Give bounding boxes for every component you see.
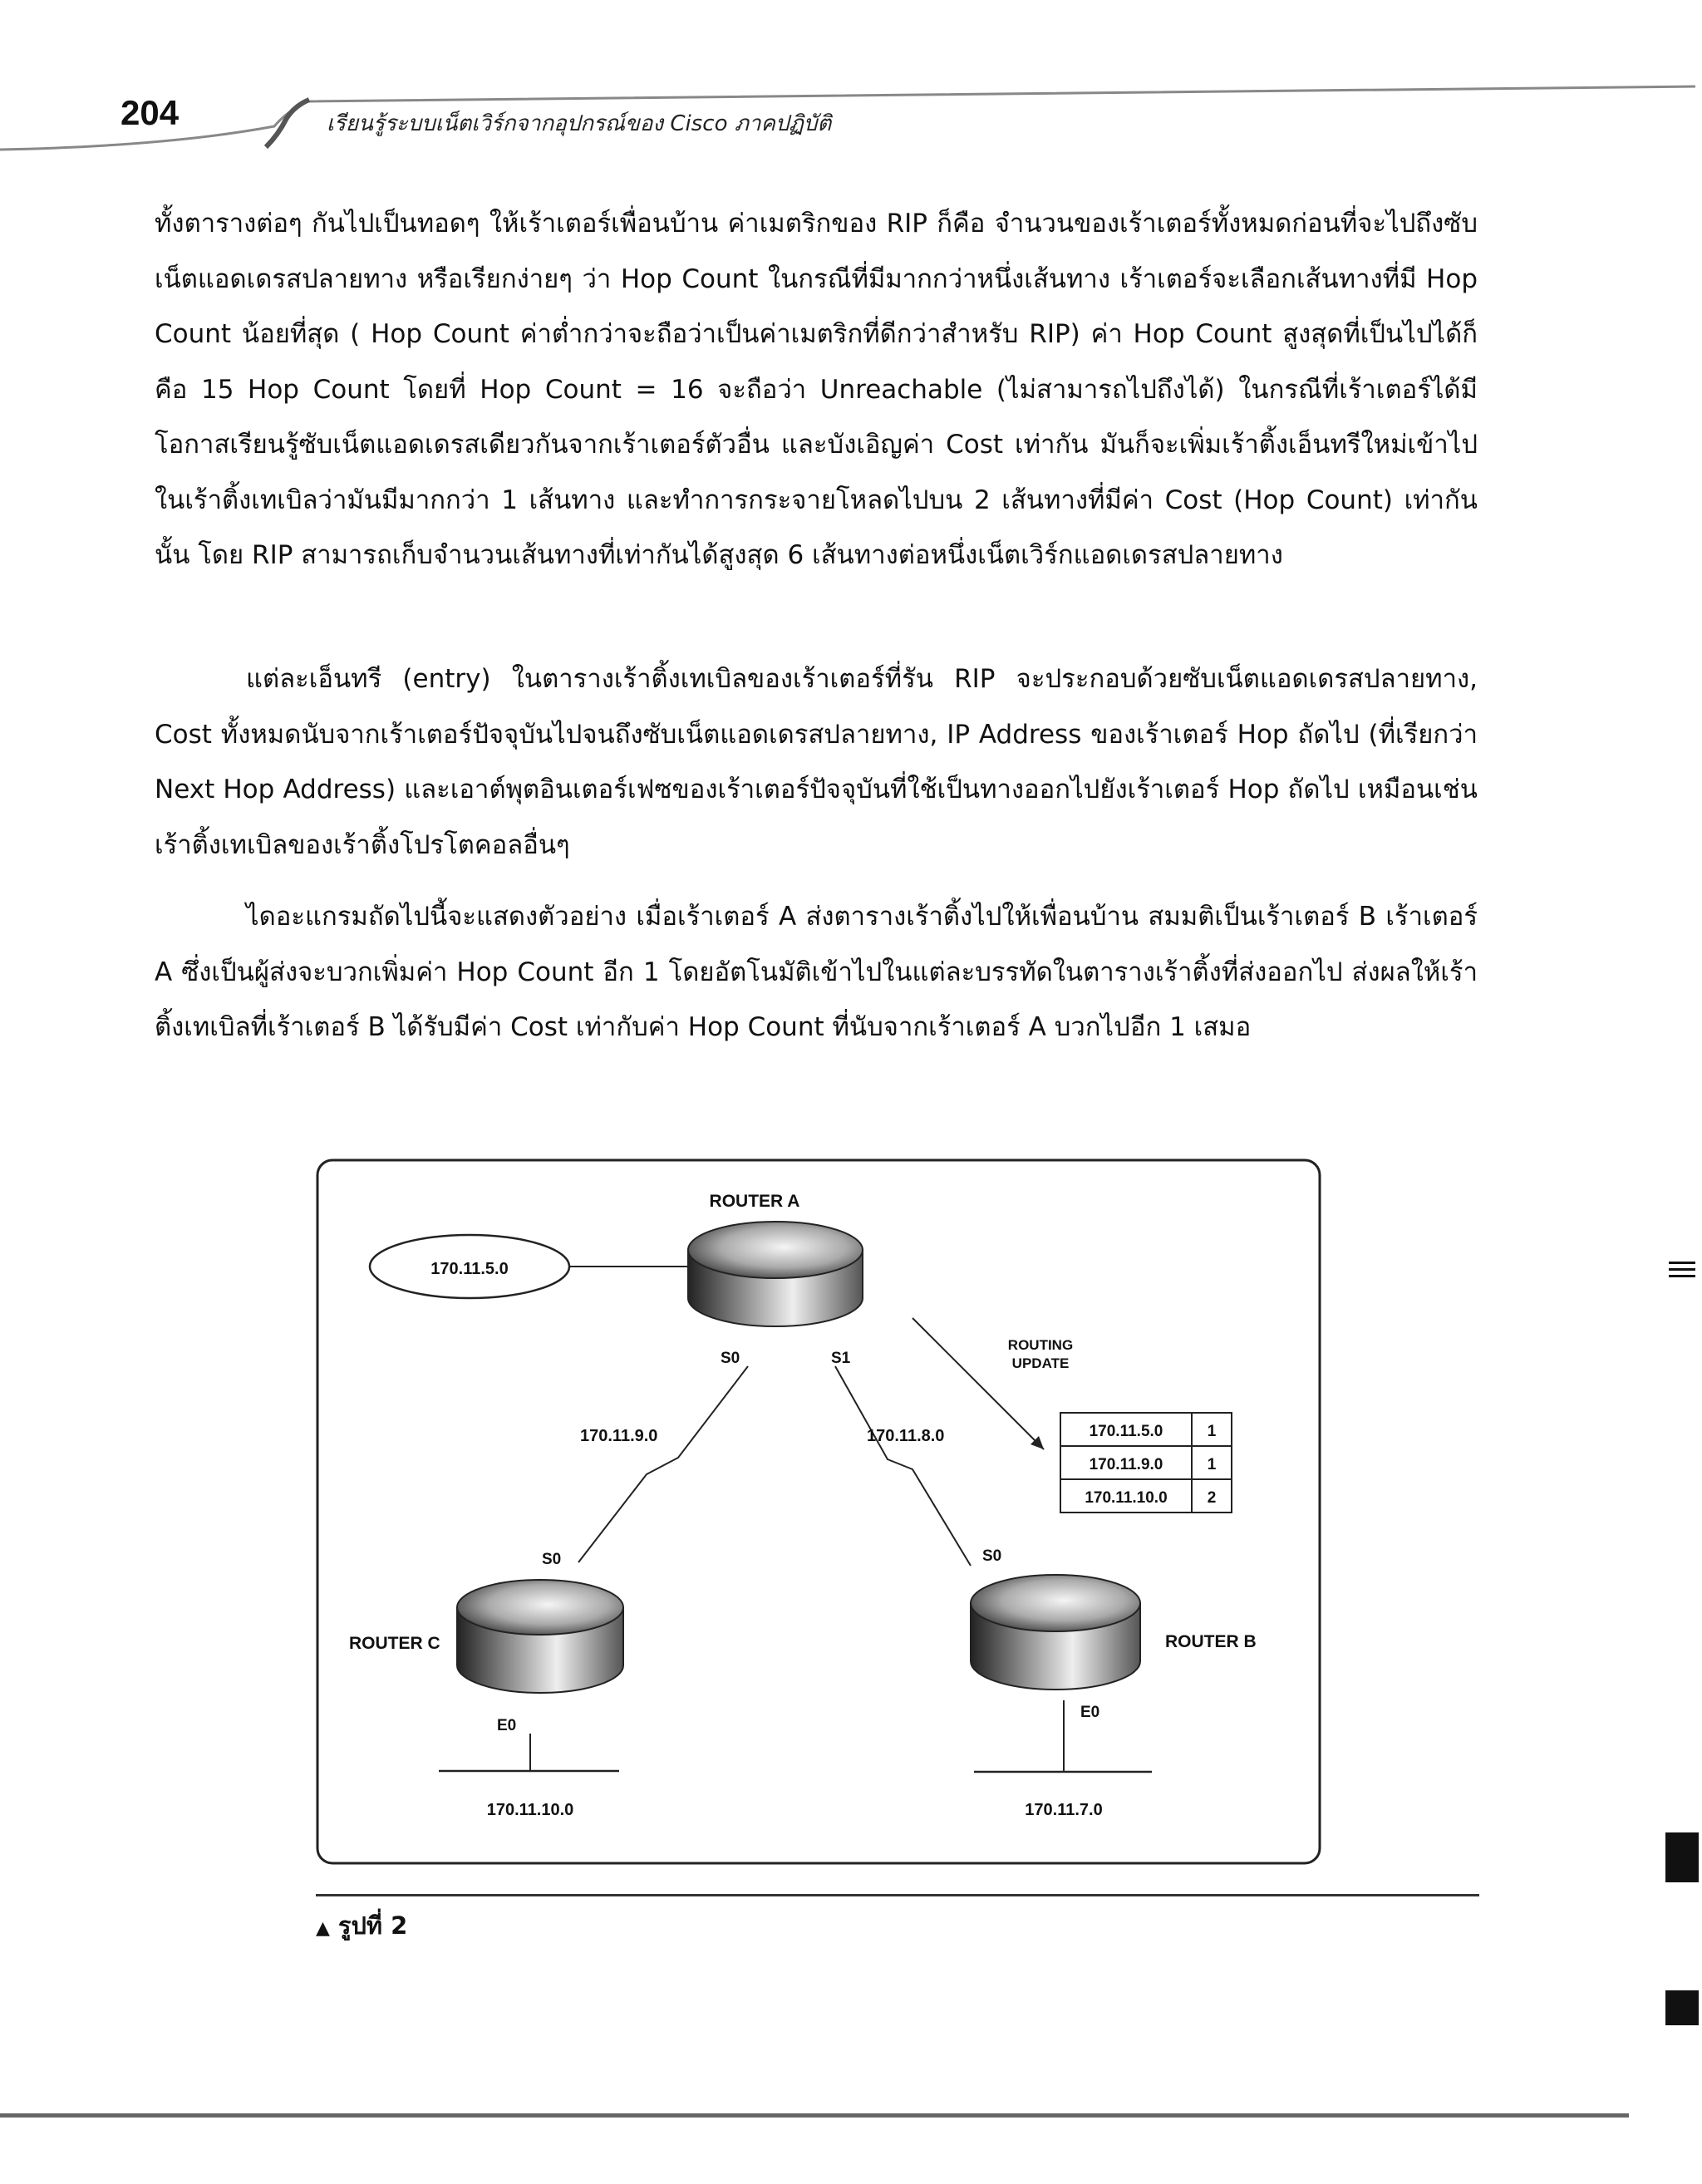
router-c-e0: E0 xyxy=(497,1717,517,1734)
table-row-3-network: 170.11.10.0 xyxy=(1085,1489,1168,1507)
table-row-1-hops: 1 xyxy=(1207,1423,1217,1440)
router-b-label: ROUTER B xyxy=(1165,1632,1257,1651)
routing-update-label-2: UPDATE xyxy=(1011,1355,1070,1371)
table-row-2-network: 170.11.9.0 xyxy=(1089,1456,1163,1473)
router-a-s0: S0 xyxy=(721,1350,740,1367)
router-b-icon xyxy=(971,1575,1140,1690)
caption-triangle-icon: ▲ xyxy=(316,1918,330,1939)
running-head: เรียนรู้ระบบเน็ตเวิร์กจากอุปกรณ์ของ Cisco ภาคปฏิบัติ xyxy=(327,111,832,136)
table-row-3-hops: 2 xyxy=(1207,1489,1217,1507)
figure-caption xyxy=(316,1906,407,1945)
paragraph-2: แต่ละเอ็นทรี (entry) ในตารางเร้าติ้งเทเบิลของเร้าเตอร์ที่รัน RIP จะประกอบด้วยซับเน็ตแอดเดรสปลายทาง, Cost ทั้งหมดนับจากเร้าเตอร์ปัจจุบันไปจนถึงซับเน็ตแอดเดรสปลายทาง, IP Address ของเร้าเตอร์ Hop ถัดไป (ที่เรียกว่า Next Hop Address) และเอาต์พุตอินเตอร์เฟซของเร้าเตอร์ปัจจุบันที่ใช้เป็นทางออกไปยังเร้าเตอร์ Hop ถัดไป เหมือนเช่นเร้าติ้งเทเบิลของเร้าติ้งโปรโตคอลอื่นๆ xyxy=(155,664,1478,860)
table-row-2-hops: 1 xyxy=(1207,1456,1217,1473)
header-swoosh xyxy=(0,76,1702,160)
router-a-label: ROUTER A xyxy=(709,1192,800,1211)
network-a-label: 170.11.5.0 xyxy=(430,1260,509,1278)
paragraph-3: ไดอะแกรมถัดไปนี้จะแสดงตัวอย่าง เมื่อเร้าเตอร์ A ส่งตารางเร้าติ้งไปให้เพื่อนบ้าน สมมติเป็นเร้าเตอร์ B เร้าเตอร์ A ซึ่งเป็นผู้ส่งจะบวกเพิ่มค่า Hop Count อีก 1 โดยอัตโนมัติเข้าไปในแต่ละบรรทัดในตารางเร้าติ้งที่ส่งออกไป ส่งผลให้เร้าติ้งเทเบิลที่เร้าเตอร์ B ได้รับมีค่า Cost เท่ากับค่า Hop Count ที่นับจากเร้าเตอร์ A บวกไปอีก 1 เสมอ xyxy=(155,902,1478,1042)
margin-lines-icon xyxy=(1669,1262,1695,1281)
figure-rule xyxy=(316,1894,1479,1896)
router-c-label: ROUTER C xyxy=(349,1634,440,1653)
router-b-e0: E0 xyxy=(1080,1704,1100,1721)
link-ab-label: 170.11.8.0 xyxy=(867,1427,945,1445)
network-c-label: 170.11.10.0 xyxy=(486,1801,574,1819)
router-c-s0: S0 xyxy=(542,1551,562,1568)
paragraph-1: ทั้งตารางต่อๆ กันไปเป็นทอดๆ ให้เร้าเตอร์เพื่อนบ้าน ค่าเมตริกของ RIP ก็คือ จำนวนของเร้าเตอร์ทั้งหมดก่อนที่จะไปถึงซับเน็ตแอดเดรสปลายทาง หรือเรียกง่ายๆ ว่า Hop Count ในกรณีที่มีมากกว่าหนึ่งเส้นทาง เร้าเตอร์จะเลือกเส้นทางที่มี Hop Count น้อยที่สุด ( Hop Count ค่าต่ำกว่าจะถือว่าเป็นค่าเมตริกที่ดีกว่าสำหรับ RIP) ค่า Hop Count สูงสุดที่เป็นไปได้ก็คือ 15 Hop Count โดยที่ Hop Count = 16 จะถือว่า Unreachable (ไม่สามารถไปถึงได้) ในกรณีที่เร้าเตอร์ได้มีโอกาสเรียนรู้ซับเน็ตแอดเดรสเดียวกันจากเร้าเตอร์ตัวอื่น และบังเอิญค่า Cost เท่ากัน มันก็จะเพิ่มเร้าติ้งเอ็นทรีใหม่เข้าไปในเร้าติ้งเทเบิลว่ามันมีมากกว่า 1 เส้นทาง และทำการกระจายโหลดไปบน 2 เส้นทางที่มีค่า Cost (Hop Count) เท่ากันนั้น โดย RIP สามารถเก็บจำนวนเส้นทางที่เท่ากันได้สูงสุด 6 เส้นทางต่อหนึ่งเน็ตเวิร์กแอดเดรสปลายทาง xyxy=(155,209,1478,570)
margin-block-1 xyxy=(1665,1832,1699,1882)
margin-block-2 xyxy=(1665,1990,1699,2025)
figure-caption-text: รูปที่ 2 xyxy=(337,1911,408,1940)
router-a-s1: S1 xyxy=(831,1350,851,1367)
rip-network-diagram xyxy=(316,1158,1321,1865)
network-b-label: 170.11.7.0 xyxy=(1025,1801,1103,1819)
router-a-icon xyxy=(688,1222,863,1326)
router-c-icon xyxy=(457,1580,623,1693)
link-ac-label: 170.11.9.0 xyxy=(580,1427,658,1445)
table-row-1-network: 170.11.5.0 xyxy=(1089,1423,1163,1440)
bottom-band xyxy=(0,2113,1629,2118)
routing-update-label-1: ROUTING xyxy=(1007,1337,1074,1353)
page-number: 204 xyxy=(121,93,180,132)
router-b-s0: S0 xyxy=(982,1547,1002,1565)
